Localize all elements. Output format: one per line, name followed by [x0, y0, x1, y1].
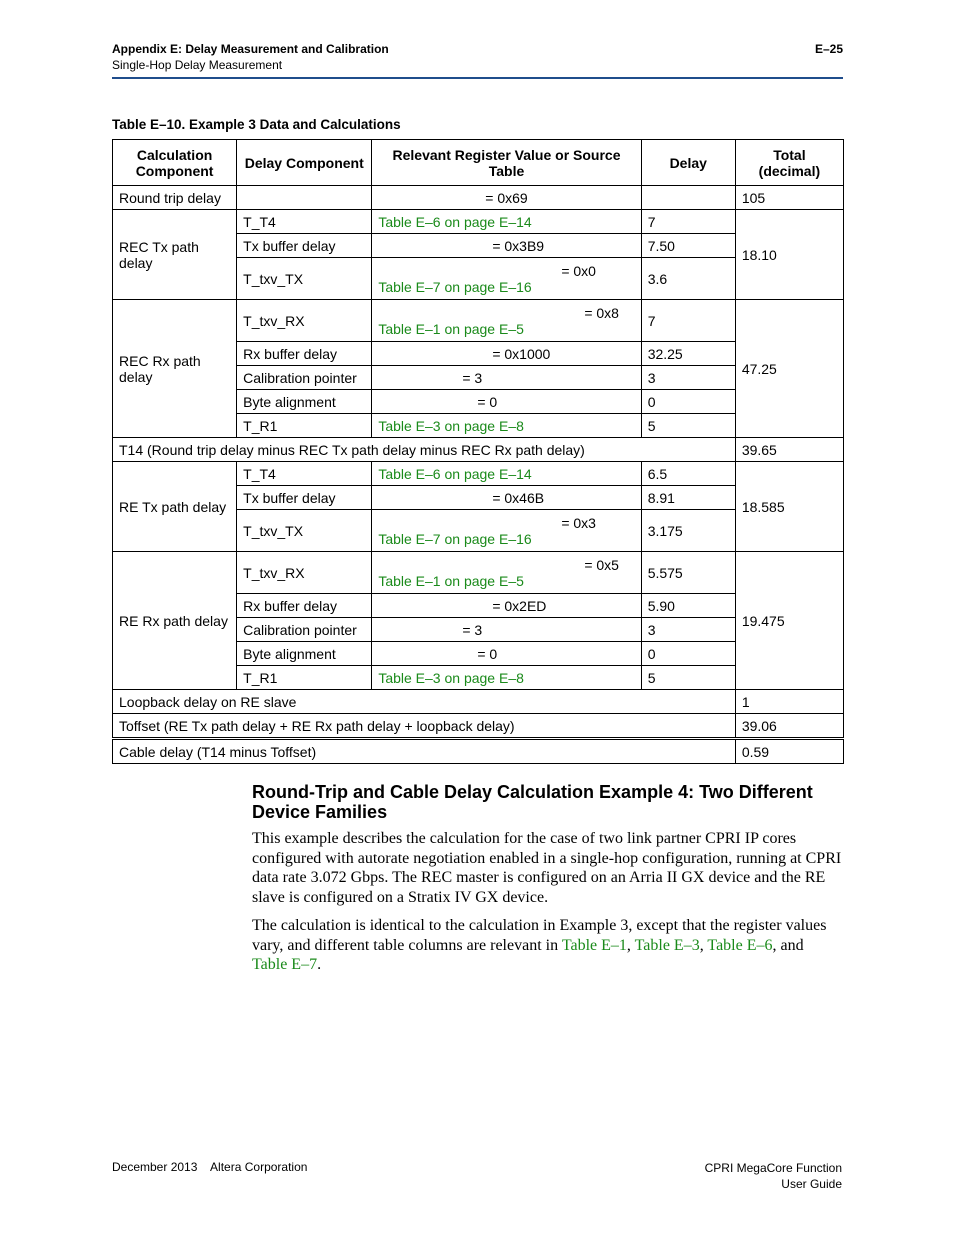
page-header [112, 42, 843, 80]
reg-value: = 0x5 [584, 556, 619, 573]
delay-component: T_txv_RX [237, 552, 372, 594]
footer-right [705, 1160, 842, 1192]
source-table-link[interactable]: Table E–3 on page E–8 [378, 417, 524, 434]
footer-product: CPRI MegaCore Function [704, 1161, 842, 1175]
table-caption: Table E–10. Example 3 Data and Calculations [112, 117, 401, 132]
paragraph-2 [252, 916, 842, 975]
calc-label: Round trip delay [113, 186, 237, 210]
delay-component: Rx buffer delay [237, 594, 372, 618]
header-delay-component: Delay Component [237, 140, 372, 186]
calc-label: Cable delay (T14 minus Toffset) [113, 739, 736, 764]
reg-value: = 0x2ED [372, 594, 641, 618]
source-table-link[interactable]: Table E–1 on page E–5 [378, 320, 524, 337]
total-value: 18.10 [735, 210, 843, 300]
delay-component: Calibration pointer [237, 366, 372, 390]
delay-component: T_txv_TX [237, 510, 372, 552]
link-table-e6[interactable]: Table E–6 [707, 936, 773, 954]
calc-label: T14 (Round trip delay minus REC Tx path delay minus REC Rx path delay) [113, 438, 736, 462]
source-table-link[interactable]: Table E–7 on page E–16 [378, 530, 532, 547]
total-value: 105 [735, 186, 843, 210]
page-number: E–25 [814, 42, 843, 56]
source-table-link[interactable]: Table E–3 on page E–8 [378, 669, 524, 686]
footer-left: December 2013 Altera Corporation [112, 1160, 308, 1174]
separator: , [699, 936, 708, 954]
section-heading: Round-Trip and Cable Delay Calculation Example 4: Two Different Device Families [252, 782, 813, 822]
delay-component: Byte alignment [237, 390, 372, 414]
reg-value: = 3 [372, 366, 641, 390]
total-value: 0.59 [735, 739, 843, 764]
separator: , [626, 936, 635, 954]
source-table-link[interactable]: Table E–7 on page E–16 [378, 278, 532, 295]
reg-value: = 3 [372, 618, 641, 642]
total-value: 19.475 [735, 552, 843, 690]
section-title: Single-Hop Delay Measurement [112, 58, 283, 72]
delay-value: 0 [641, 642, 735, 666]
delay-value: 3.6 [641, 258, 735, 300]
delay-value: 7 [641, 300, 735, 342]
delay-value: 7.50 [641, 234, 735, 258]
delay-value: 5.575 [641, 552, 735, 594]
chapter-title: Appendix E: Delay Measurement and Calibration [112, 42, 389, 56]
delay-component: T_T4 [237, 210, 372, 234]
calc-label: Toffset (RE Tx path delay + RE Rx path delay + loopback delay) [113, 714, 736, 739]
header-rule [112, 77, 843, 79]
delay-value: 3 [641, 618, 735, 642]
table-row [113, 186, 844, 210]
paragraph-1: This example describes the calculation for the case of two link partner CPRI IP cores configured with autorate negotiation enabled in a single-hop configuration, running at CPRI data rate 3.072 Gbps. The REC master is configured on an Arria II GX device and the RE slave is configured on a Stratix IV GX device. [252, 830, 842, 906]
total-value: 39.65 [735, 438, 843, 462]
delay-component: Rx buffer delay [237, 342, 372, 366]
table-row [113, 300, 844, 342]
table-row [113, 690, 844, 714]
table-row [113, 714, 844, 739]
source-table-link[interactable]: Table E–1 on page E–5 [378, 572, 524, 589]
delay-value: 6.5 [641, 462, 735, 486]
header-calc-component: Calculation Component [113, 140, 237, 186]
link-table-e3[interactable]: Table E–3 [634, 936, 700, 954]
reg-value: = 0x1000 [372, 342, 641, 366]
delay-value: 7 [641, 210, 735, 234]
table-row [113, 462, 844, 486]
total-value: 1 [735, 690, 843, 714]
calc-label: REC Tx path delay [113, 210, 237, 300]
delay-value: 5.90 [641, 594, 735, 618]
delay-table [112, 139, 844, 764]
delay-component: T_R1 [237, 666, 372, 690]
delay-component: Calibration pointer [237, 618, 372, 642]
total-value: 47.25 [735, 300, 843, 438]
table-row [113, 739, 844, 764]
table-row [113, 438, 844, 462]
calc-label: Loopback delay on RE slave [113, 690, 736, 714]
delay-value: 0 [641, 390, 735, 414]
delay-component: T_txv_TX [237, 258, 372, 300]
calc-label: RE Tx path delay [113, 462, 237, 552]
table-row [113, 210, 844, 234]
delay-value: 3 [641, 366, 735, 390]
reg-value: = 0x69 [372, 186, 641, 210]
total-value: 18.585 [735, 462, 843, 552]
delay-component: T_R1 [237, 414, 372, 438]
paragraph-2-text: The calculation is identical to the calculation in Example 3, except that the register values vary, and different table columns are relevant in [252, 917, 827, 954]
period: . [317, 956, 322, 973]
link-table-e7[interactable]: Table E–7 [252, 956, 318, 973]
delay-component: Tx buffer delay [237, 486, 372, 510]
delay-value: 8.91 [641, 486, 735, 510]
reg-value: = 0x0 [561, 262, 596, 279]
delay-component: Byte alignment [237, 642, 372, 666]
delay-value: 3.175 [641, 510, 735, 552]
header-delay: Delay [641, 140, 735, 186]
reg-value: = 0x8 [584, 304, 619, 321]
reg-value: = 0x3 [561, 514, 596, 531]
separator: , and [772, 936, 804, 954]
source-table-link[interactable]: Table E–6 on page E–14 [378, 465, 532, 482]
footer-doc-type: User Guide [781, 1177, 842, 1191]
delay-value: 32.25 [641, 342, 735, 366]
header-register: Relevant Register Value or Source Table [372, 140, 641, 186]
link-table-e1[interactable]: Table E–1 [561, 936, 627, 954]
header-total: Total (decimal) [735, 140, 843, 186]
reg-value: = 0x46B [372, 486, 641, 510]
calc-label: RE Rx path delay [113, 552, 237, 690]
delay-component: T_txv_RX [237, 300, 372, 342]
reg-value: = 0x3B9 [372, 234, 641, 258]
reg-value: = 0 [372, 390, 641, 414]
delay-value: 5 [641, 666, 735, 690]
calc-label: REC Rx path delay [113, 300, 237, 438]
delay-component: Tx buffer delay [237, 234, 372, 258]
delay-component: T_T4 [237, 462, 372, 486]
total-value: 39.06 [735, 714, 843, 739]
source-table-link[interactable]: Table E–6 on page E–14 [378, 213, 532, 230]
delay-value: 5 [641, 414, 735, 438]
reg-value: = 0 [372, 642, 641, 666]
table-row [113, 552, 844, 594]
